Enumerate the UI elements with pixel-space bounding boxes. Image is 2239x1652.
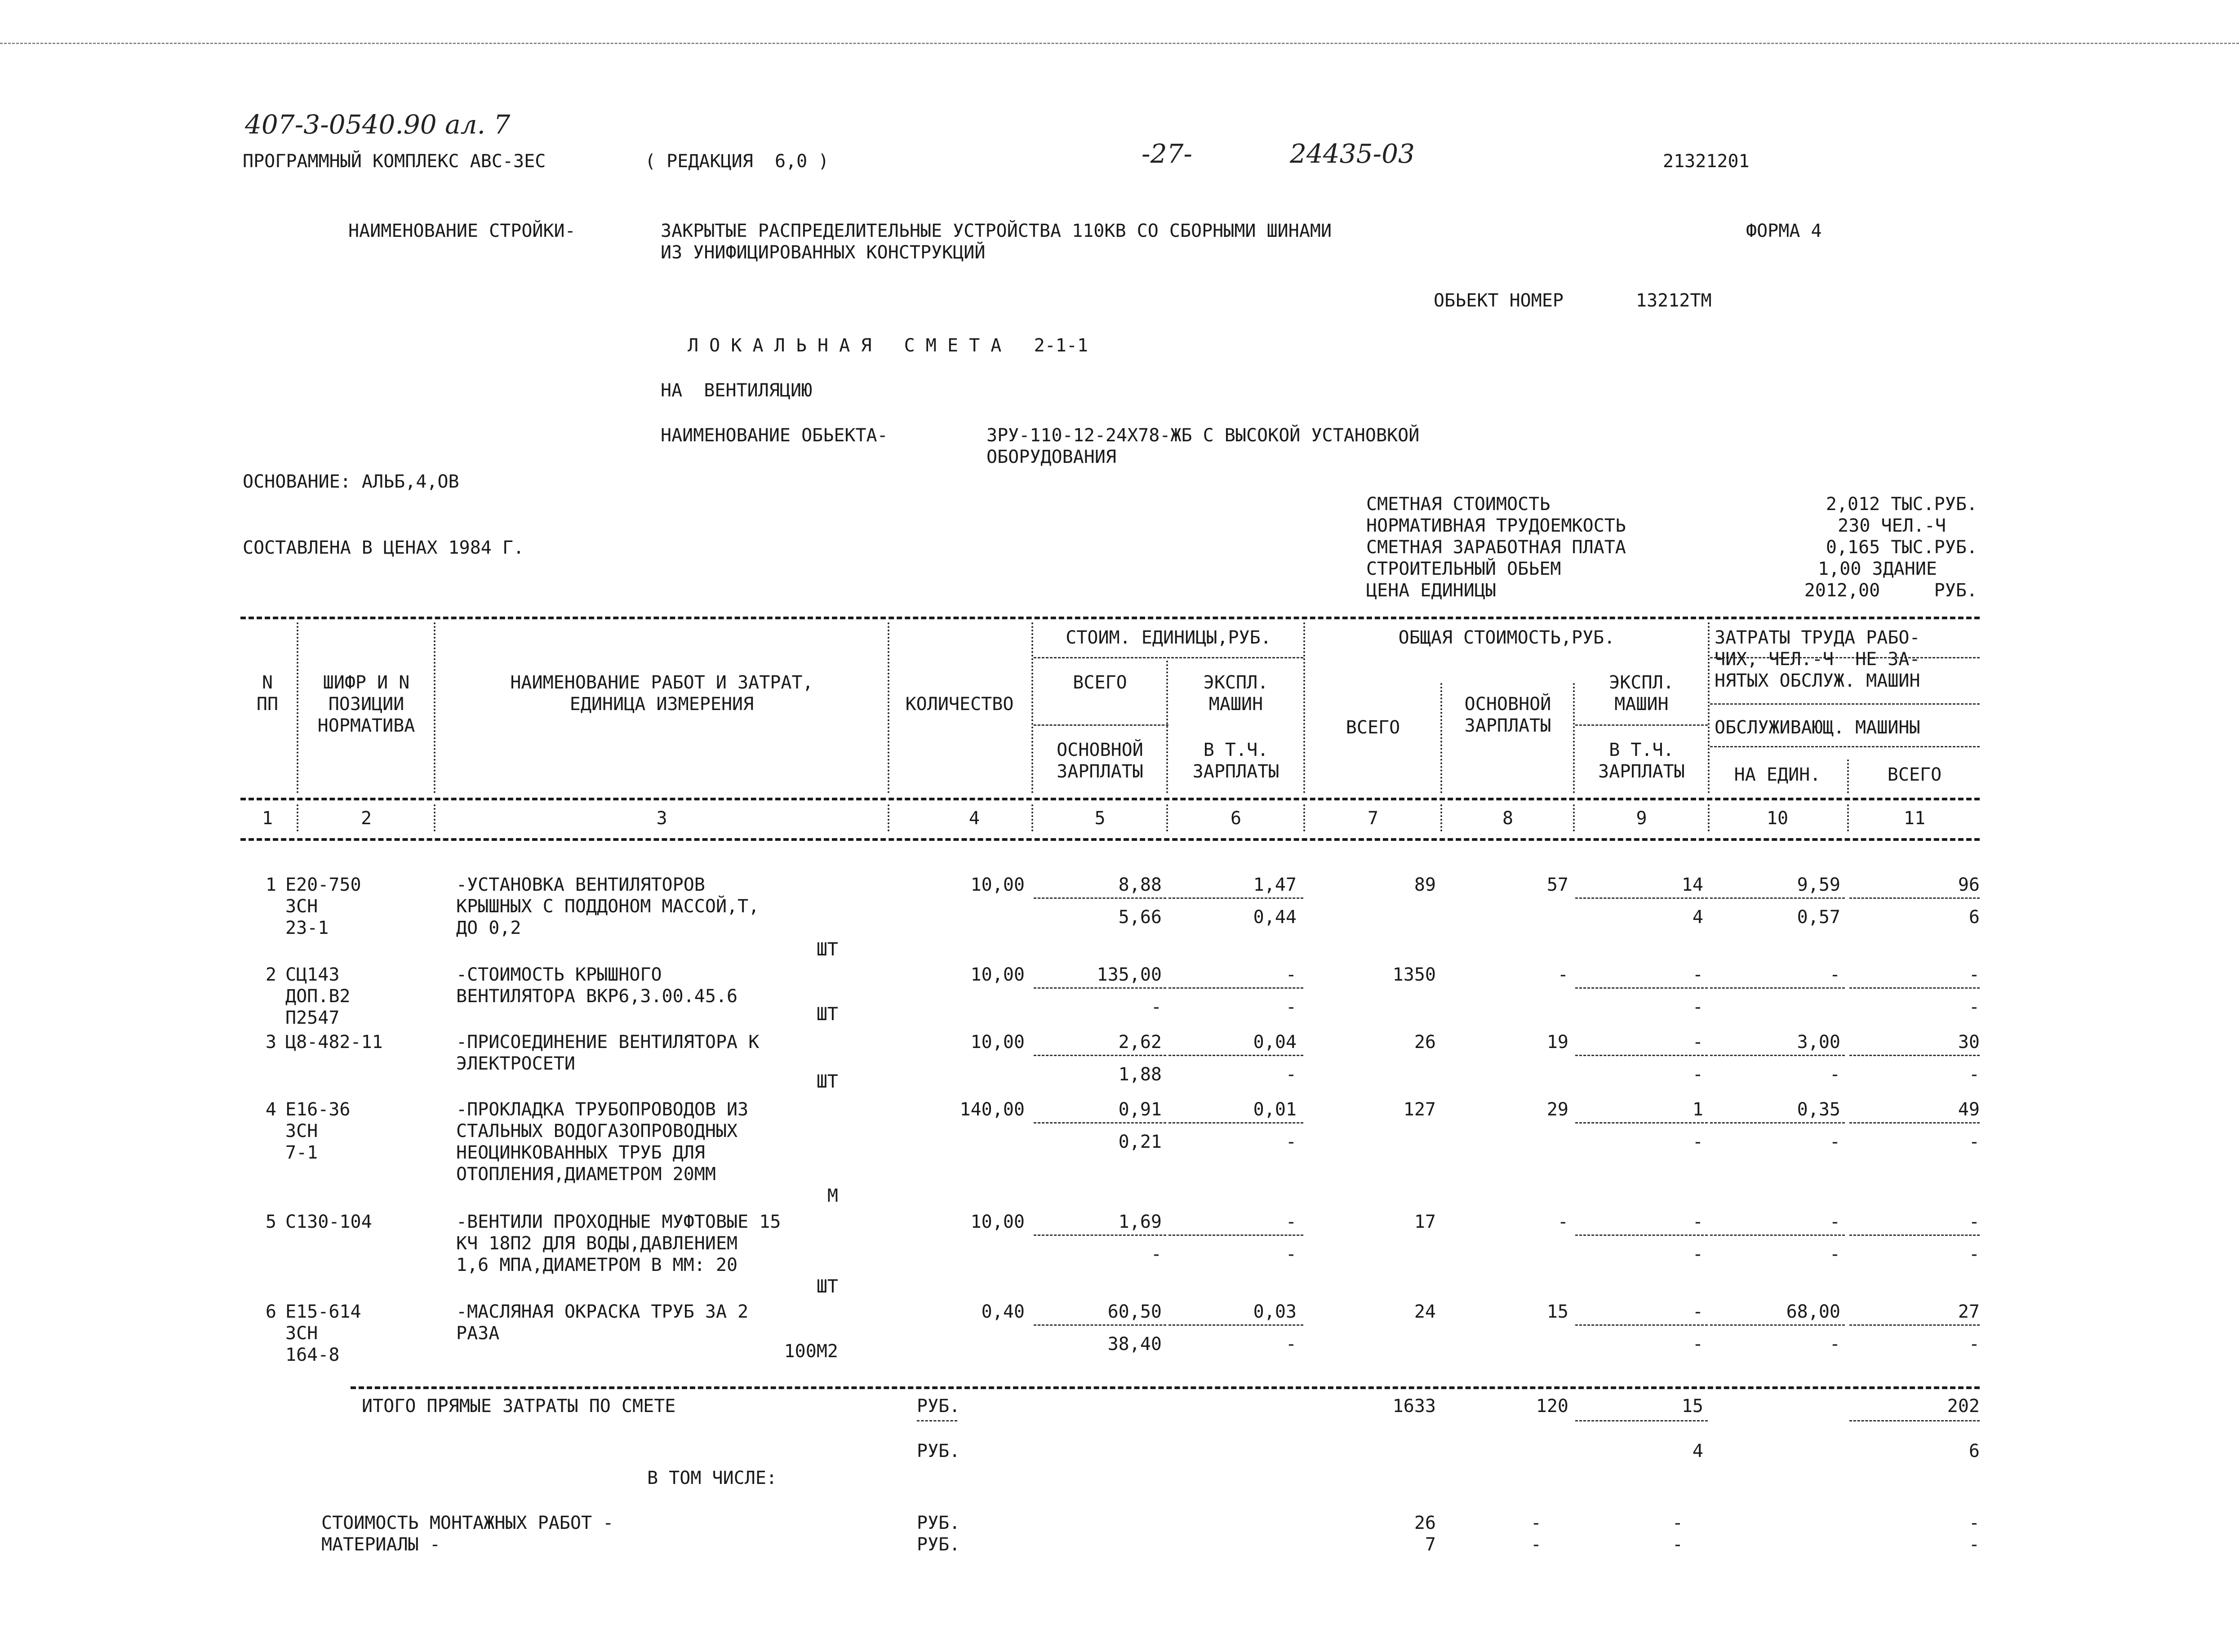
row-labor-total: 30 xyxy=(1958,1032,1980,1052)
cell-sub-rule xyxy=(1710,1324,1845,1326)
row-unit-wages: 0,21 xyxy=(1118,1132,1162,1152)
hdr-vt-zarpl: ЗАРПЛАТЫ xyxy=(1192,761,1279,782)
totals-rub2: РУБ. xyxy=(917,1441,960,1461)
row-labor-total: - xyxy=(1968,964,1980,985)
row-total-machine: 1 xyxy=(1692,1099,1703,1120)
row-code: 7-1 xyxy=(285,1142,318,1163)
row-service-total: - xyxy=(1968,1244,1980,1265)
program-name: ПРОГРАММНЫЙ КОМПЛЕКС АВС-3ЕС xyxy=(243,151,546,172)
header-col-sep xyxy=(434,622,435,793)
obekt-label: НАИМЕНОВАНИЕ ОБЬЕКТА- xyxy=(661,425,888,446)
row-unit-cost: 60,50 xyxy=(1107,1301,1162,1322)
col-number: 8 xyxy=(1502,808,1514,829)
header-col-sep xyxy=(1166,661,1168,793)
row-total-machine-wages: - xyxy=(1692,1064,1703,1085)
col-number: 1 xyxy=(262,808,273,829)
row-total-wages: 29 xyxy=(1546,1099,1568,1120)
cell-sub-rule xyxy=(1575,1235,1708,1236)
row-code: ЗСН xyxy=(285,1323,318,1344)
col-number: 10 xyxy=(1766,808,1789,829)
row-unit-wages: 5,66 xyxy=(1118,907,1162,928)
row-unit-wages: - xyxy=(1151,997,1162,1017)
hdr-vt-zarpl: В Т.Ч. xyxy=(1203,740,1269,760)
montazh-c9: - xyxy=(1672,1513,1683,1533)
cell-sub-rule xyxy=(1168,1324,1303,1326)
header-col-sep xyxy=(1708,622,1710,793)
summary-value: 0,165 ТЫС.РУБ. xyxy=(1826,537,1977,558)
hdr-na-edin: НА ЕДИН. xyxy=(1734,764,1821,785)
row-service-unit: - xyxy=(1829,1334,1840,1354)
row-unit-machine: 1,47 xyxy=(1253,875,1297,895)
row-name: -СТОИМОСТЬ КРЫШНОГО xyxy=(456,964,662,985)
row-labor-total: - xyxy=(1968,1212,1980,1232)
cell-sub-rule xyxy=(1849,1055,1980,1056)
cell-sub-rule xyxy=(1034,897,1166,899)
forma-label: ФОРМА 4 xyxy=(1746,221,1822,241)
row-unit-cost: 1,69 xyxy=(1118,1212,1162,1232)
totals-c11: 202 xyxy=(1947,1396,1980,1417)
row-name: КЧ 18П2 ДЛЯ ВОДЫ,ДАВЛЕНИЕМ xyxy=(456,1233,738,1254)
row-quantity: 0,40 xyxy=(981,1301,1025,1322)
row-labor-unit: - xyxy=(1829,964,1840,985)
header-bottom-rule xyxy=(240,798,1980,800)
row-unit-machine-wages: - xyxy=(1285,997,1297,1017)
row-code: П2547 xyxy=(285,1008,340,1028)
summary-label: СТРОИТЕЛЬНЫЙ ОБЬЕМ xyxy=(1366,559,1561,579)
row-total-machine: - xyxy=(1692,1301,1703,1322)
row-name: ЭЛЕКТРОСЕТИ xyxy=(456,1053,575,1074)
cell-sub-rule xyxy=(1168,1235,1303,1236)
row-code: ДОП.В2 xyxy=(285,986,351,1007)
row-unit: ШТ xyxy=(816,1071,838,1092)
sostavlena: СОСТАВЛЕНА В ЦЕНАХ 1984 Г. xyxy=(243,537,524,558)
materialy-label: МАТЕРИАЛЫ - xyxy=(321,1534,440,1555)
header-sub-rule xyxy=(1710,746,1980,747)
row-total-machine: - xyxy=(1692,1212,1703,1232)
cell-sub-rule xyxy=(1710,1055,1845,1056)
row-service-unit: 0,57 xyxy=(1797,907,1840,928)
row-code: ЗСН xyxy=(285,896,318,917)
row-total: 26 xyxy=(1414,1032,1436,1052)
row-unit: М xyxy=(827,1186,838,1206)
row-unit-machine-wages: - xyxy=(1285,1334,1297,1354)
col-number-sep xyxy=(1303,804,1305,831)
cell-sub-rule xyxy=(1710,1235,1845,1236)
hdr-n: ПП xyxy=(256,694,279,715)
summary-value: 1,00 ЗДАНИЕ xyxy=(1818,559,1937,579)
row-code: С130-104 xyxy=(285,1212,372,1232)
summary-label: НОРМАТИВНАЯ ТРУДОЕМКОСТЬ xyxy=(1366,515,1626,536)
row-service-unit: - xyxy=(1829,1064,1840,1085)
hdr-shifr: НОРМАТИВА xyxy=(317,715,415,736)
row-total-machine: - xyxy=(1692,964,1703,985)
cell-sub-rule xyxy=(1849,897,1980,899)
montazh-c11: - xyxy=(1968,1513,1980,1533)
row-name: СТАЛЬНЫХ ВОДОГАЗОПРОВОДНЫХ xyxy=(456,1121,738,1141)
header-col-sep xyxy=(1303,622,1305,793)
header-col-sep xyxy=(1440,683,1442,793)
col-numbers-bottom-rule xyxy=(240,838,1980,841)
hdr-osn8: ОСНОВНОЙ xyxy=(1464,694,1551,715)
totals-rub: РУБ. xyxy=(917,1396,960,1417)
cell-sub-rule xyxy=(1575,1122,1708,1124)
row-labor-unit: - xyxy=(1829,1212,1840,1232)
materialy-c11: - xyxy=(1968,1534,1980,1555)
row-service-total: - xyxy=(1968,1064,1980,1085)
row-unit: ШТ xyxy=(816,939,838,960)
row-total-machine: 14 xyxy=(1681,875,1703,895)
row-labor-unit: 0,35 xyxy=(1797,1099,1840,1120)
header-col-sep xyxy=(1847,759,1849,793)
hdr-vsego: ВСЕГО xyxy=(1073,672,1127,693)
header-sub-rule xyxy=(1710,703,1980,705)
totals-c9: 15 xyxy=(1681,1396,1703,1417)
row-unit-wages: - xyxy=(1151,1244,1162,1265)
hdr-ekspl: ЭКСПЛ. xyxy=(1203,672,1269,693)
row-code: 23-1 xyxy=(285,918,329,938)
table-top-rule xyxy=(240,617,1980,619)
row-name: КРЫШНЫХ С ПОДДОНОМ МАССОЙ,Т, xyxy=(456,896,760,917)
row-total-machine-wages: 4 xyxy=(1692,907,1703,928)
col-number: 5 xyxy=(1094,808,1106,829)
col-number: 7 xyxy=(1367,808,1379,829)
cell-sub-rule xyxy=(1034,1055,1166,1056)
row-unit-machine-wages: 0,44 xyxy=(1253,907,1297,928)
obekt-line1: ЗРУ-110-12-24Х78-ЖБ С ВЫСОКОЙ УСТАНОВКОЙ xyxy=(986,425,1420,446)
hdr-vt9: ЗАРПЛАТЫ xyxy=(1598,761,1685,782)
row-service-total: 6 xyxy=(1968,907,1980,928)
header-sub-rule xyxy=(1034,657,1303,658)
cell-sub-rule xyxy=(1575,1324,1708,1326)
row-total-machine-wages: - xyxy=(1692,997,1703,1017)
cell-sub-rule xyxy=(1034,1122,1166,1124)
cell-sub-rule xyxy=(1034,1235,1166,1236)
row-name: ОТОПЛЕНИЯ,ДИАМЕТРОМ 20ММ xyxy=(456,1164,716,1185)
hdr-n: N xyxy=(262,672,273,693)
col-number: 2 xyxy=(360,808,372,829)
row-number: 1 xyxy=(265,875,276,895)
row-name: НЕОЦИНКОВАННЫХ ТРУБ ДЛЯ xyxy=(456,1142,705,1163)
hdr-vsego11: ВСЕГО xyxy=(1887,764,1942,785)
row-unit-machine: - xyxy=(1285,964,1297,985)
row-name: -ПРИСОЕДИНЕНИЕ ВЕНТИЛЯТОРА К xyxy=(456,1032,760,1052)
row-labor-unit: 3,00 xyxy=(1797,1032,1840,1052)
row-unit-machine-wages: - xyxy=(1285,1064,1297,1085)
row-unit: 100М2 xyxy=(784,1341,838,1362)
materialy-c7: 7 xyxy=(1425,1534,1436,1555)
row-total-wages: 19 xyxy=(1546,1032,1568,1052)
totals-c8: 120 xyxy=(1536,1396,1568,1417)
totals-sub-rule xyxy=(1575,1420,1708,1421)
row-code: Е15-614 xyxy=(285,1301,361,1322)
row-quantity: 10,00 xyxy=(970,875,1025,895)
montazh-rub: РУБ. xyxy=(917,1513,960,1533)
row-total-wages: - xyxy=(1557,964,1568,985)
row-name: -МАСЛЯНАЯ ОКРАСКА ТРУБ ЗА 2 xyxy=(456,1301,749,1322)
col-number: 9 xyxy=(1636,808,1647,829)
row-total-machine-wages: - xyxy=(1692,1244,1703,1265)
cell-sub-rule xyxy=(1034,1324,1166,1326)
hdr-osn-zarpl: ЗАРПЛАТЫ xyxy=(1057,761,1143,782)
montazh-label: СТОИМОСТЬ МОНТАЖНЫХ РАБОТ - xyxy=(321,1513,614,1533)
montazh-c7: 26 xyxy=(1414,1513,1436,1533)
col-number: 6 xyxy=(1230,808,1242,829)
cell-sub-rule xyxy=(1849,1235,1980,1236)
cell-sub-rule xyxy=(1849,1122,1980,1124)
header-col-sep xyxy=(888,622,889,793)
col-number: 11 xyxy=(1903,808,1926,829)
edition: ( РЕДАКЦИЯ 6,0 ) xyxy=(645,151,829,172)
row-total-machine-wages: - xyxy=(1692,1132,1703,1152)
col-number-sep xyxy=(297,804,298,831)
row-unit-machine-wages: - xyxy=(1285,1244,1297,1265)
row-name: ВЕНТИЛЯТОРА ВКР6,3.00.45.6 xyxy=(456,986,738,1007)
row-service-total: - xyxy=(1968,1334,1980,1354)
row-total-machine-wages: - xyxy=(1692,1334,1703,1354)
row-total-wages: 57 xyxy=(1546,875,1568,895)
row-number: 4 xyxy=(265,1099,276,1120)
header-col-sep xyxy=(1031,622,1033,793)
materialy-rub: РУБ. xyxy=(917,1534,960,1555)
row-total: 1350 xyxy=(1392,964,1436,985)
header-col-sep xyxy=(1573,683,1575,793)
hdr-zatraty: ЧИХ, ЧЕЛ.-Ч НЕ ЗА- xyxy=(1715,649,1920,670)
hdr-ekspl9: ЭКСПЛ. xyxy=(1609,672,1674,693)
totals-c11b: 6 xyxy=(1968,1441,1980,1461)
cell-sub-rule xyxy=(1575,897,1708,899)
col-number-sep xyxy=(1847,804,1849,831)
col-number-sep xyxy=(434,804,435,831)
document-title: Л О К А Л Ь Н А Я С М Е Т А 2-1-1 xyxy=(688,335,1088,356)
row-unit-wages: 38,40 xyxy=(1107,1334,1162,1354)
row-quantity: 140,00 xyxy=(960,1099,1025,1120)
hdr-vsego7: ВСЕГО xyxy=(1346,717,1400,738)
row-unit-cost: 2,62 xyxy=(1118,1032,1162,1052)
row-name: -УСТАНОВКА ВЕНТИЛЯТОРОВ xyxy=(456,875,705,895)
totals-c7: 1633 xyxy=(1392,1396,1436,1417)
hdr-zatraty: ЗАТРАТЫ ТРУДА РАБО- xyxy=(1715,627,1920,648)
header-sub-rule xyxy=(1034,724,1168,726)
row-labor-unit: 9,59 xyxy=(1797,875,1840,895)
row-code: СЦ143 xyxy=(285,964,340,985)
col-number-sep xyxy=(1166,804,1168,831)
code-number: 21321201 xyxy=(1663,151,1750,172)
handwritten-doc: 24435-03 xyxy=(1290,138,1415,169)
row-code: Е20-750 xyxy=(285,875,361,895)
montazh-c8: - xyxy=(1530,1513,1542,1533)
row-total: 89 xyxy=(1414,875,1436,895)
hdr-vt9: В Т.Ч. xyxy=(1609,740,1674,760)
document-subtitle: НА ВЕНТИЛЯЦИЮ xyxy=(661,380,813,401)
row-unit: ШТ xyxy=(816,1004,838,1025)
row-name: -ВЕНТИЛИ ПРОХОДНЫЕ МУФТОВЫЕ 15 xyxy=(456,1212,781,1232)
materialy-c8: - xyxy=(1530,1534,1542,1555)
col-number-sep xyxy=(1031,804,1033,831)
cell-sub-rule xyxy=(1575,987,1708,989)
object-label: ОБЬЕКТ НОМЕР xyxy=(1434,290,1564,311)
row-unit-machine: 0,01 xyxy=(1253,1099,1297,1120)
hdr-osn8: ЗАРПЛАТЫ xyxy=(1464,715,1551,736)
row-unit-wages: 1,88 xyxy=(1118,1064,1162,1085)
row-name: ДО 0,2 xyxy=(456,918,521,938)
row-code: Ц8-482-11 xyxy=(285,1032,383,1052)
row-unit: ШТ xyxy=(816,1276,838,1297)
col-number: 3 xyxy=(656,808,667,829)
col-number-sep xyxy=(1440,804,1442,831)
row-code: 164-8 xyxy=(285,1345,340,1365)
obekt-line2: ОБОРУДОВАНИЯ xyxy=(986,447,1116,467)
totals-sub-rule xyxy=(917,1420,957,1421)
hdr-kol: КОЛИЧЕСТВО xyxy=(905,694,1014,715)
col-number-sep xyxy=(1708,804,1710,831)
row-total-wages: 15 xyxy=(1546,1301,1568,1322)
object-number: 13212ТМ xyxy=(1636,290,1712,311)
cell-sub-rule xyxy=(1849,1324,1980,1326)
osnovanie: ОСНОВАНИЕ: АЛЬБ,4,ОВ xyxy=(243,471,459,492)
cell-sub-rule xyxy=(1710,897,1845,899)
col-number-sep xyxy=(1573,804,1575,831)
hdr-ekspl9: МАШИН xyxy=(1614,694,1669,715)
row-total-wages: - xyxy=(1557,1212,1568,1232)
row-code: Е16-36 xyxy=(285,1099,351,1120)
cell-sub-rule xyxy=(1168,987,1303,989)
cell-sub-rule xyxy=(1575,1055,1708,1056)
cell-sub-rule xyxy=(1168,897,1303,899)
totals-c9b: 4 xyxy=(1692,1441,1703,1461)
summary-value: 2012,00 РУБ. xyxy=(1804,580,1977,601)
row-labor-total: 96 xyxy=(1958,875,1980,895)
row-unit-cost: 8,88 xyxy=(1118,875,1162,895)
page-top-rule xyxy=(0,43,2239,44)
totals-label: ИТОГО ПРЯМЫЕ ЗАТРАТЫ ПО СМЕТЕ xyxy=(362,1396,676,1417)
hdr-naim: ЕДИНИЦА ИЗМЕРЕНИЯ xyxy=(569,694,754,715)
summary-label: ЦЕНА ЕДИНИЦЫ xyxy=(1366,580,1496,601)
hdr-shifr: ПОЗИЦИИ xyxy=(328,694,404,715)
row-service-total: - xyxy=(1968,997,1980,1017)
stroika-label: НАИМЕНОВАНИЕ СТРОЙКИ- xyxy=(348,221,576,241)
row-name: -ПРОКЛАДКА ТРУБОПРОВОДОВ ИЗ xyxy=(456,1099,749,1120)
row-unit-machine: 0,03 xyxy=(1253,1301,1297,1322)
row-name: 1,6 МПА,ДИАМЕТРОМ В ММ: 20 xyxy=(456,1255,738,1275)
col-number-sep xyxy=(888,804,889,831)
hdr-osn-zarpl: ОСНОВНОЙ xyxy=(1057,740,1143,760)
header-sub-rule xyxy=(1575,724,1708,726)
row-number: 5 xyxy=(265,1212,276,1232)
row-labor-total: 27 xyxy=(1958,1301,1980,1322)
cell-sub-rule xyxy=(1034,987,1166,989)
totals-sub-rule xyxy=(1849,1420,1980,1421)
row-labor-total: 49 xyxy=(1958,1099,1980,1120)
summary-label: СМЕТНАЯ СТОИМОСТЬ xyxy=(1366,494,1550,515)
row-service-unit: - xyxy=(1829,1244,1840,1265)
cell-sub-rule xyxy=(1849,987,1980,989)
row-code: ЗСН xyxy=(285,1121,318,1141)
cell-sub-rule xyxy=(1168,1122,1303,1124)
summary-value: 230 ЧЕЛ.-Ч xyxy=(1838,515,1946,536)
hdr-shifr: ШИФР И N xyxy=(323,672,410,693)
hdr-obsluzh: ОБСЛУЖИВАЮЩ. МАШИНЫ xyxy=(1715,717,1920,738)
col-number: 4 xyxy=(968,808,980,829)
row-unit-cost: 0,91 xyxy=(1118,1099,1162,1120)
summary-label: СМЕТНАЯ ЗАРАБОТНАЯ ПЛАТА xyxy=(1366,537,1626,558)
hdr-stoim-unit: СТОИМ. ЕДИНИЦЫ,РУБ. xyxy=(1066,627,1271,648)
row-number: 3 xyxy=(265,1032,276,1052)
row-service-total: - xyxy=(1968,1132,1980,1152)
row-unit-machine: 0,04 xyxy=(1253,1032,1297,1052)
handwritten-code: 407-3-0540.90 ал. 7 xyxy=(245,109,511,140)
row-unit-cost: 135,00 xyxy=(1097,964,1162,985)
cell-sub-rule xyxy=(1168,1055,1303,1056)
row-quantity: 10,00 xyxy=(970,1032,1025,1052)
row-number: 2 xyxy=(265,964,276,985)
cell-sub-rule xyxy=(1710,987,1845,989)
row-unit-machine: - xyxy=(1285,1212,1297,1232)
row-name: РАЗА xyxy=(456,1323,500,1344)
summary-value: 2,012 ТЫС.РУБ. xyxy=(1826,494,1977,515)
cell-sub-rule xyxy=(1710,1122,1845,1124)
row-total-machine: - xyxy=(1692,1032,1703,1052)
hdr-obsh: ОБЩАЯ СТОИМОСТЬ,РУБ. xyxy=(1398,627,1615,648)
row-total: 127 xyxy=(1403,1099,1436,1120)
stroika-line1: ЗАКРЫТЫЕ РАСПРЕДЕЛИТЕЛЬНЫЕ УСТРОЙСТВА 110КВ СО СБОРНЫМИ ШИНАМИ xyxy=(661,221,1332,241)
row-quantity: 10,00 xyxy=(970,1212,1025,1232)
row-total: 17 xyxy=(1414,1212,1436,1232)
v-tom-chisle: В ТОМ ЧИСЛЕ: xyxy=(647,1468,777,1488)
row-service-unit: - xyxy=(1829,1132,1840,1152)
row-labor-unit: 68,00 xyxy=(1786,1301,1840,1322)
row-total: 24 xyxy=(1414,1301,1436,1322)
handwritten-page: -27- xyxy=(1142,138,1192,169)
rows-bottom-rule xyxy=(351,1386,1980,1389)
row-quantity: 10,00 xyxy=(970,964,1025,985)
header-col-sep xyxy=(297,622,298,793)
hdr-zatraty: НЯТЫХ ОБСЛУЖ. МАШИН xyxy=(1715,671,1920,691)
stroika-line2: ИЗ УНИФИЦИРОВАННЫХ КОНСТРУКЦИЙ xyxy=(661,242,986,263)
row-number: 6 xyxy=(265,1301,276,1322)
hdr-ekspl: МАШИН xyxy=(1208,694,1263,715)
row-unit-machine-wages: - xyxy=(1285,1132,1297,1152)
materialy-c9: - xyxy=(1672,1534,1683,1555)
hdr-naim: НАИМЕНОВАНИЕ РАБОТ И ЗАТРАТ, xyxy=(510,672,813,693)
